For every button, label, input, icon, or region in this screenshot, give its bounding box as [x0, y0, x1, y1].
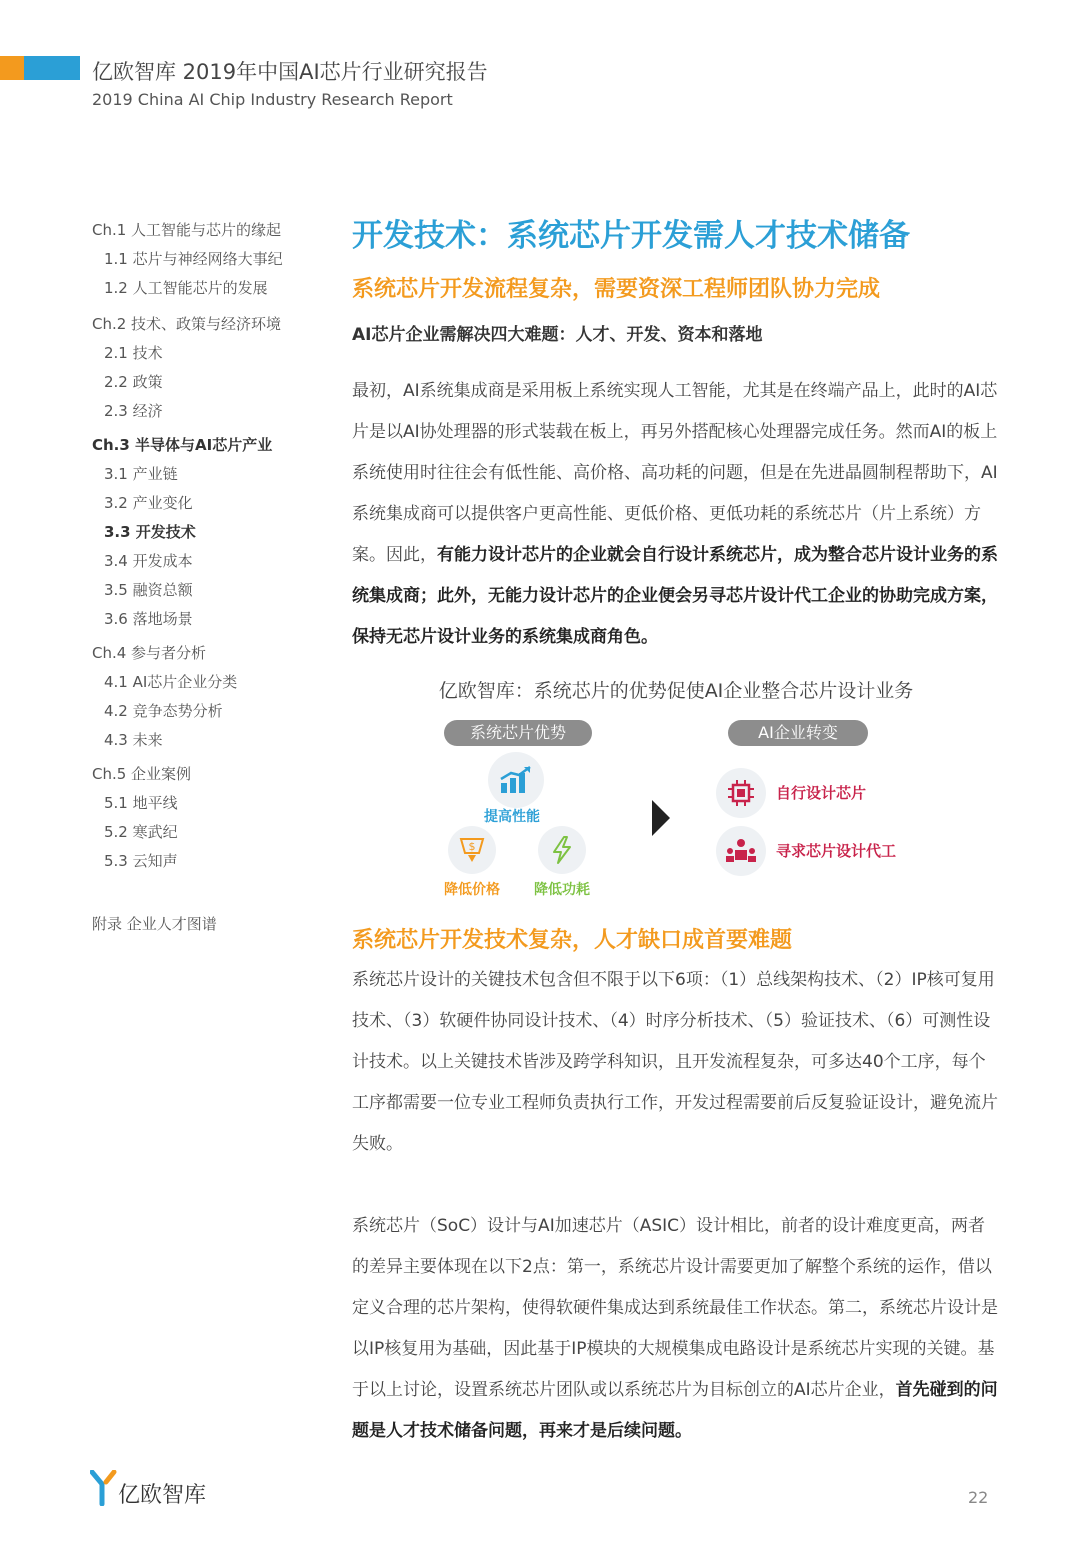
toc-item[interactable]: 3.1 产业链: [104, 465, 178, 483]
paragraph-text: 系统芯片（SoC）设计与AI加速芯片（ASIC）设计相比，前者的设计难度更高，两者的差异主要体现在以下2点：第一，系统芯片设计需要更加了解整个系统的运作，借以定义合理的芯片架构，使得软硬件集成达到系统最佳工作状态。第二，系统芯片设计是以IP核复用为基础，因此基于IP模块的大规模集成电路设计是系统芯片实现的关键。基于以上讨论，设置系统芯片团队或以系统芯片为目标创立的AI芯片企业，: [352, 1216, 998, 1400]
toc-item[interactable]: 5.2 寒武纪: [104, 823, 178, 841]
toc-item-current[interactable]: 3.3 开发技术: [104, 523, 196, 541]
paragraph-3: [352, 1206, 1000, 1452]
report-title: 亿欧智库 2019年中国AI芯片行业研究报告: [92, 60, 488, 84]
section-heading: 系统芯片开发流程复杂，需要资深工程师团队协力完成: [352, 277, 881, 302]
toc-item[interactable]: Ch.5 企业案例: [92, 765, 192, 783]
toc-item[interactable]: 3.4 开发成本: [104, 552, 193, 570]
toc-item[interactable]: Ch.2 技术、政策与经济环境: [92, 315, 282, 333]
diagram-title: 亿欧智库：系统芯片的优势促使AI企业整合芯片设计业务: [438, 680, 914, 702]
toc-item[interactable]: 3.5 融资总额: [104, 581, 193, 599]
outsource-team-icon: [716, 826, 766, 876]
toc-item[interactable]: 1.2 人工智能芯片的发展: [104, 279, 268, 297]
paragraph-text: 最初，AI系统集成商是采用板上系统实现人工智能，尤其是在终端产品上，此时的AI芯片是以AI协处理器的形式装载在板上，再另外搭配核心处理器完成任务。然而AI的板上系统使用时往往会有低性能、高价格、高功耗的问题，但是在先进晶圆制程帮助下，AI系统集成商可以提供客户更高性能、更低价格、更低功耗的系统芯片（片上系统）方案。因此，: [352, 381, 998, 565]
section-subheading: AI芯片企业需解决四大难题：人才、开发、资本和落地: [352, 325, 763, 345]
adv-price-label: 降低价格: [444, 882, 500, 898]
toc-item[interactable]: 4.1 AI芯片企业分类: [104, 673, 238, 691]
page-number: 22: [968, 1488, 989, 1507]
toc-item[interactable]: 2.2 政策: [104, 373, 163, 391]
transition-pill: AI企业转变: [728, 720, 868, 746]
toc-item[interactable]: Ch.4 参与者分析: [92, 644, 207, 662]
page-title: 开发技术：系统芯片开发需人才技术储备: [352, 218, 910, 254]
arrow-right-icon: [652, 800, 670, 836]
paragraph-2: 系统芯片设计的关键技术包含但不限于以下6项：（1）总线架构技术、（2）IP核可复用技术、（3）软硬件协同设计技术、（4）时序分析技术、（5）验证技术、（6）可测性设计技术。以上关键技术皆涉及跨学科知识，且开发流程复杂，可多达40个工序，每个工序都需要一位专业工程师负责执行工作，开发过程需要前后反复验证设计，避免流片失败。: [352, 970, 998, 1154]
toc-item[interactable]: 3.6 落地场景: [104, 610, 193, 628]
power-bolt-icon: [538, 826, 586, 874]
advantages-pill: 系统芯片优势: [444, 720, 592, 746]
toc-item[interactable]: 1.1 芯片与神经网络大事纪: [104, 250, 283, 268]
toc-item[interactable]: 5.3 云知声: [104, 852, 178, 870]
paragraph-1: [352, 371, 1000, 658]
report-subtitle: 2019 China AI Chip Industry Research Report: [92, 90, 453, 109]
section-heading: 系统芯片开发技术复杂，人才缺口成首要难题: [352, 928, 793, 953]
brand-logo-icon: [90, 1470, 118, 1510]
change-outsource-label: 寻求芯片设计代工: [776, 842, 897, 860]
header-accent-blue: [24, 56, 80, 80]
footer-brand-name: 亿欧智库: [118, 1483, 207, 1508]
toc-item[interactable]: 2.3 经济: [104, 402, 163, 420]
chart-growth-icon: [488, 752, 544, 808]
toc-item[interactable]: Ch.1 人工智能与芯片的缘起: [92, 221, 282, 239]
paragraph-emphasis: 有能力设计芯片的企业就会自行设计系统芯片，成为整合芯片设计业务的系统集成商；此外，无能力设计芯片的企业便会另寻芯片设计代工企业的协助完成方案，保持无芯片设计业务的系统集成商角色。: [352, 545, 998, 647]
toc-item-active-chapter[interactable]: Ch.3 半导体与AI芯片产业: [92, 436, 273, 454]
toc-item-appendix[interactable]: 附录 企业人才图谱: [92, 915, 217, 933]
toc-item[interactable]: 2.1 技术: [104, 344, 163, 362]
toc-item[interactable]: 5.1 地平线: [104, 794, 178, 812]
adv-performance-label: 提高性能: [484, 809, 540, 825]
header-accent-orange: [0, 56, 24, 80]
toc-item[interactable]: 4.3 未来: [104, 731, 163, 749]
price-down-icon: [448, 826, 496, 874]
toc-item[interactable]: 3.2 产业变化: [104, 494, 193, 512]
chip-icon: [716, 768, 766, 818]
paragraph-emphasis: 首先碰到的问题是人才技术储备问题，再来才是后续问题。: [352, 1380, 998, 1441]
adv-power-label: 降低功耗: [534, 882, 590, 898]
change-self-design-label: 自行设计芯片: [776, 784, 867, 802]
svg-text:$: $: [468, 840, 476, 853]
toc-item[interactable]: 4.2 竞争态势分析: [104, 702, 223, 720]
